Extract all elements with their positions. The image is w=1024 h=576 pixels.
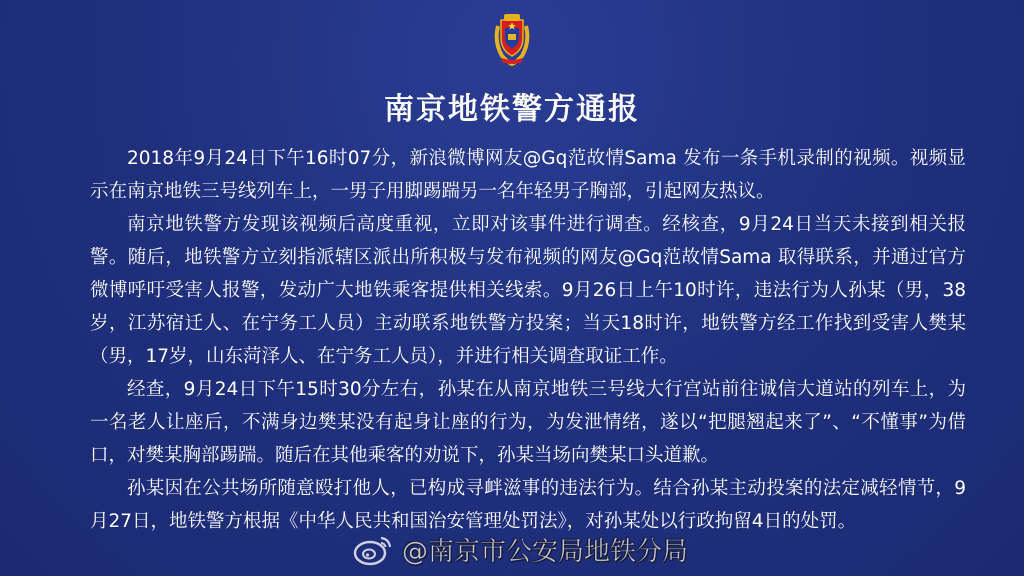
paragraph-3: 经查，9月24日下午15时30分左右，孙某在从南京地铁三号线大行宫站前往诚信大道站的列车上，为一名老人让座后，不满身边樊某没有起身让座的行为，为发泄情绪，遂以“把腿翘起来了”、“不懂事”为借口，对樊某胸部踢踹。随后在其他乘客的劝说下，孙某当场向樊某口头道歉。: [90, 379, 966, 466]
paragraph-4: 孙某因在公共场所随意殴打他人，已构成寻衅滋事的违法行为。结合孙某主动投案的法定减轻情节，9月27日，地铁警方根据《中华人民共和国治安管理处罚法》，对孙某处以行政拘留4日的处罚。: [90, 478, 966, 532]
notice-body: [90, 142, 966, 538]
page-title: 南京地铁警方通报: [384, 92, 640, 127]
paragraph-1: 2018年9月24日下午16时07分，新浪微博网友@Gq范故情Sama 发布一条手机录制的视频。视频显示在南京地铁三号线列车上，一男子用脚踢踹另一名年轻男子胸部，引起网友热议。: [90, 148, 966, 202]
weibo-watermark: [352, 527, 688, 571]
weibo-icon: [352, 532, 394, 566]
watermark-text: @南京市公安局地铁分局: [402, 536, 689, 567]
police-emblem-icon: [492, 12, 532, 66]
paragraph-2: 南京地铁警方发现该视频后高度重视，立即对该事件进行调查。经核查，9月24日当天未接到相关报警。随后，地铁警方立刻指派辖区派出所积极与发布视频的网友@Gq范故情Sama 取得联系，并通过官方微博呼吁受害人报警，发动广大地铁乘客提供相关线索。9月26日上午10时许，违法行为人孙某（男，38岁，江苏宿迁人、在宁务工人员）主动联系地铁警方投案；当天18时许，地铁警方经工作找到受害人樊某（男，17岁，山东菏泽人、在宁务工人员），并进行相关调查取证工作。: [90, 214, 966, 367]
